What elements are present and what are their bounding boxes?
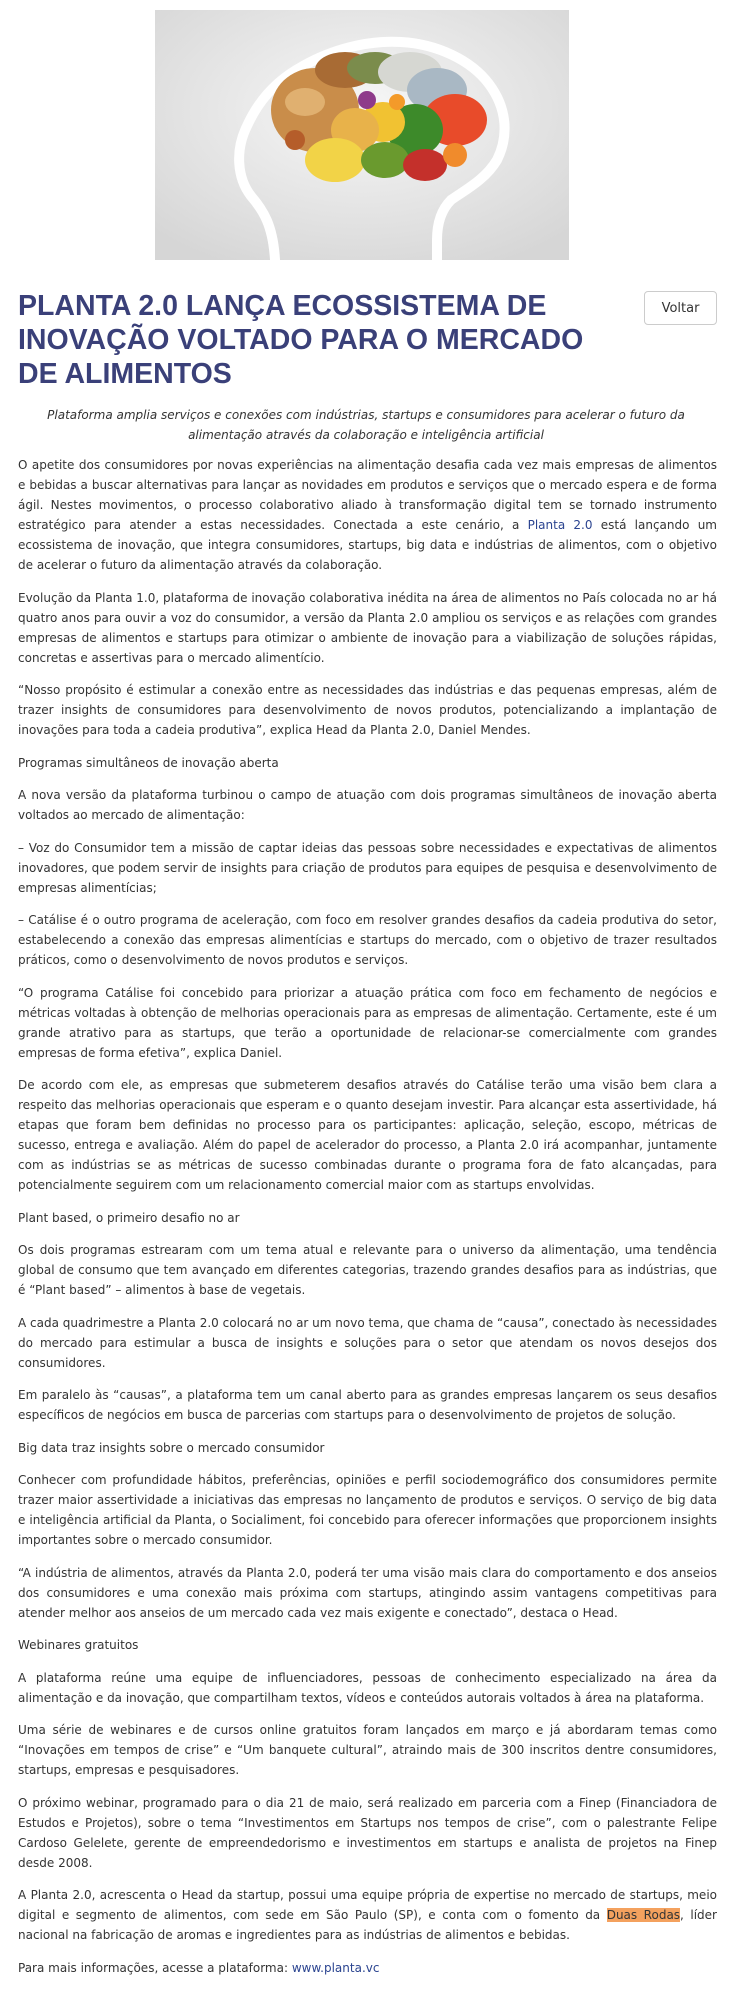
highlighted-term: Duas Rodas: [606, 1908, 681, 1922]
back-button[interactable]: Voltar: [644, 291, 717, 325]
planta-link[interactable]: Planta 2.0: [527, 518, 593, 532]
article-body: [18, 455, 717, 1990]
subtitle-line-1: Plataforma amplia serviços e conexões com indústrias, startups e consumidores para acelerar o futuro da: [47, 408, 685, 422]
paragraph: Os dois programas estrearam com um tema atual e relevante para o universo da alimentação, uma tendência global de consumo que tem avançado em diferentes categorias, trazendo grandes desafios para as indústrias, que é “Plant based” – alimentos à base de vegetais.: [18, 1243, 717, 1297]
paragraph: Conhecer com profundidade hábitos, preferências, opiniões e perfil sociodemográfico dos consumidores permite trazer maior assertividade a iniciativas das empresas no lançamento de produtos e serviços. O serviço de big data e inteligência artificial da Planta, o Socialiment, foi concebido para oferecer informações que proporcionem insights importantes sobre o mercado consumidor.: [18, 1473, 717, 1547]
paragraph: A nova versão da plataforma turbinou o campo de atuação com dois programas simultâneos de inovação aberta voltados ao mercado de alimentação:: [18, 788, 717, 822]
paragraph: Em paralelo às “causas”, a plataforma tem um canal aberto para as grandes empresas lançarem os seus desafios específicos de negócios em busca de parcerias com startups para o desenvolvimento de projetos de solução.: [18, 1388, 717, 1422]
website-link[interactable]: www.planta.vc: [291, 1960, 380, 1975]
paragraph: Para mais informações, acesse a plataforma: www.planta.vc: [18, 1960, 380, 1975]
paragraph: Uma série de webinares e de cursos online gratuitos foram lançados em março e já abordaram temas como “Inovações em tempos de crise” e “Um banquete cultural”, atraindo mais de 300 inscritos dentre consumidores, startups, empresas e pesquisadores.: [18, 1723, 717, 1777]
paragraph: – Voz do Consumidor tem a missão de captar ideias das pessoas sobre necessidades e expectativas de alimentos inovadores, que podem servir de insights para criação de produtos para equipes de pesquisa e desenvolvimento de empresas alimentícias;: [18, 840, 717, 895]
paragraph: “A indústria de alimentos, através da Planta 2.0, poderá ter uma visão mais clara do comportamento e dos anseios dos consumidores e uma conexão mais próxima com startups, atingindo assim vantagens competitivas para atender melhor aos anseios de um mercado cada vez mais exigente e conectado”, destaca o Head.: [18, 1565, 717, 1620]
paragraph: “O programa Catálise foi concebido para priorizar a atuação prática com foco em fechamento de negócios e métricas voltadas à obtenção de melhorias operacionais para as empresas de alimentação. Certamente, este é um grande atrativo para as startups, que terão a oportunidade de relacionar-se comercialmente com grandes empresas de forma efetiva”, explica Daniel.: [18, 985, 717, 1060]
subtitle-line-2: alimentação através da colaboração e inteligência artificial: [188, 428, 544, 442]
brain-food-illustration: [155, 10, 569, 260]
hero-image: [155, 10, 569, 260]
section-heading: Plant based, o primeiro desafio no ar: [18, 1210, 240, 1225]
section-heading: Big data traz insights sobre o mercado consumidor: [18, 1440, 325, 1455]
paragraph: A cada quadrimestre a Planta 2.0 colocará no ar um novo tema, que chama de “causa”, conectado às necessidades do mercado para estimular a busca de insights e soluções para o setor que atendam os novos desejos dos consumidores.: [18, 1315, 717, 1370]
article-subtitle: [18, 405, 714, 445]
paragraph: De acordo com ele, as empresas que submeterem desafios através do Catálise terão uma visão bem clara a respeito das melhorias operacionais que esperam e o quanto desejam investir. Para alcançar esta assertividade, há etapas que foram bem definidas no processo para os participantes: aplicação, seleção, escopo, métricas de sucesso, entrega e avaliação. Além do papel de acelerador do processo, a Planta 2.0 irá acompanhar, juntamente com as indústrias se as métricas de sucesso combinadas durante o programa fora de fato alcançadas, para potencialmente seguirem com um relacionamento comercial maior com as startups envolvidas.: [18, 1078, 717, 1192]
paragraph: O próximo webinar, programado para o dia 21 de maio, será realizado em parceria com a Finep (Financiadora de Estudos e Projetos), sobre o tema “Investimentos em Startups nos tempos de crise”, com o palestrante Felipe Cardoso Gelelete, gerente de empreendedorismo e investimentos em startups e analista de projetos na Finep desde 2008.: [18, 1795, 717, 1870]
paragraph: – Catálise é o outro programa de aceleração, com foco em resolver grandes desafios da cadeia produtiva do setor, estabelecendo a conexão das empresas alimentícias e startups do mercado, com o objetivo de trazer resultados práticos, como o desenvolvimento de novos produtos e serviços.: [18, 913, 717, 967]
paragraph: Evolução da Planta 1.0, plataforma de inovação colaborativa inédita na área de alimentos no País colocada no ar há quatro anos para ouvir a voz do consumidor, a versão da Planta 2.0 ampliou os serviços e as relações com grandes empresas de alimentos e startups para otimizar o ambiente de inovação para a viabilização de soluções rápidas, concretas e assertivas para o mercado alimentício.: [18, 590, 717, 665]
paragraph: O apetite dos consumidores por novas experiências na alimentação desafia cada vez mais empresas de alimentos e bebidas a buscar alternativas para lançar as novidades em produtos e serviços que o mercado espera e de forma ágil. Nestes movimentos, o processo colaborativo aliado à transformação digital tem se tornado instrumento estratégico para atender a estas necessidades. Conectada a este cenário, a Planta 2.0 está lançando um ecossistema de inovação, que integra consumidores, startups, big data e indústrias de alimentos, com o objetivo de acelerar o futuro da alimentação através da colaboração.: [18, 458, 717, 572]
paragraph: A Planta 2.0, acrescenta o Head da startup, possui uma equipe própria de expertise no mercado de startups, meio digital e segmento de alimentos, com sede em São Paulo (SP), e conta com o fomento da Duas Rodas, líder nacional na fabricação de aromas e ingredientes para as indústrias de alimentos e bebidas.: [18, 1888, 717, 1942]
paragraph: A plataforma reúne uma equipe de influenciadores, pessoas de conhecimento especializado na área da alimentação e da inovação, que compartilham textos, vídeos e conteúdos autorais voltados à área na plataforma.: [18, 1670, 717, 1705]
paragraph: “Nosso propósito é estimular a conexão entre as necessidades das indústrias e das pequenas empresas, além de trazer insights de consumidores para desenvolvimento de novos produtos, potencializando a implantação de inovações para toda a cadeia produtiva”, explica Head da Planta 2.0, Daniel Mendes.: [18, 683, 717, 737]
section-heading: Webinares gratuitos: [18, 1638, 139, 1652]
article-title: PLANTA 2.0 LANÇA ECOSSISTEMA DE INOVAÇÃO VOLTADO PARA O MERCADO DE ALIMENTOS: [18, 290, 584, 390]
section-heading: Programas simultâneos de inovação aberta: [18, 755, 279, 770]
